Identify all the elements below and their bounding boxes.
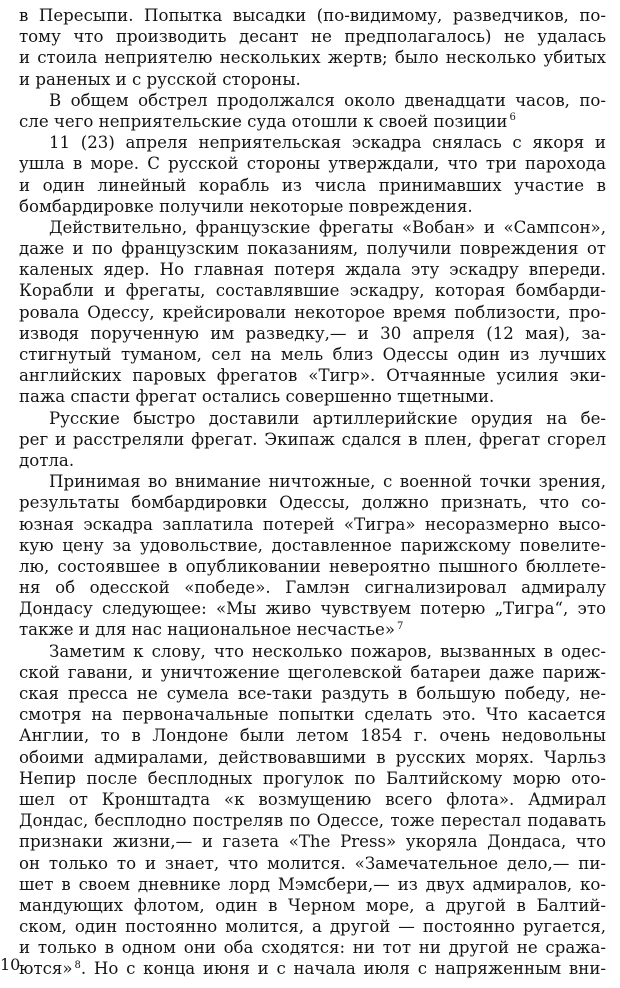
text-line: и стоила неприятелю нескольких жертв; было несколько убитых	[19, 48, 606, 68]
text-line: ском, один постоянно молится, а другой — постоянно ругается,	[19, 917, 606, 937]
text-line	[19, 958, 606, 979]
text-line: стигнутый туманом, сел на мель близ Одессы один из лучших	[19, 345, 606, 364]
text-line: Дондас, бесплодно постреляв по Одессе, тоже перестал подавать	[19, 811, 606, 831]
paragraph-6	[19, 471, 606, 641]
text-line: в Пересыпи. Попытка высадки (по-видимому, разведчиков, по-	[19, 6, 606, 25]
text-line: и один линейный корабль из числа принимавших участие в	[19, 175, 606, 195]
text-line: юзная эскадра заплатила потерей «Тигра» несоразмерно высо-	[19, 514, 606, 534]
text-line: ровала Одессу, крейсировали некоторое время поблизости, про-	[19, 302, 606, 322]
text-line-body: сле чего неприятельские суда отошли к своей позиции	[19, 111, 508, 131]
footnote-marker-6: 6	[509, 112, 516, 124]
text-line: результаты бомбардировки Одессы, должно признать, что со-	[19, 493, 606, 513]
text-line: шел от Кронштадта «к возмущению всего флота». Адмирал	[19, 789, 606, 809]
text-line-body: также и для нас национальное несчастье»	[19, 620, 396, 640]
text-line: Непир после бесплодных прогулок по Балтийскому морю ото-	[19, 768, 606, 788]
page-number: 10	[0, 955, 21, 974]
text-line: В общем обстрел продолжался около двенадцати часов, по-	[49, 90, 606, 110]
paragraph-3	[19, 132, 606, 217]
text-line: дотла.	[19, 450, 75, 470]
book-page	[19, 5, 606, 983]
paragraph-1	[19, 5, 606, 90]
footnote-marker-7: 7	[397, 620, 404, 632]
text-line: ушла в море. С русской стороны утверждали, что три парохода	[19, 154, 606, 174]
text-line: и раненых и с русской стороны.	[19, 69, 301, 89]
text-line	[19, 111, 606, 132]
text-line: обоими адмиралами, действовавшими в русских морях. Чарльз	[19, 747, 606, 767]
paragraph-4	[19, 217, 606, 408]
text-line: тому что производить десант не предполагалось) не удалась	[19, 27, 606, 47]
text-line: ской гавани, и уничтожение щеголевской батареи даже париж-	[19, 662, 606, 682]
text-line: Корабли и фрегаты, составлявшие эскадру, которая бомбарди-	[19, 281, 606, 301]
text-line	[19, 619, 606, 640]
text-line: ня об одесской «победе». Гамлэн сигнализировал адмиралу	[19, 578, 606, 598]
text-line: ская пресса не сумела все-таки раздуть в большую победу, не-	[19, 684, 606, 703]
text-line-tail: . Но с конца июня и с начала июля с напряженным вни-	[80, 959, 606, 979]
text-line: каленых ядер. Но главная потеря ждала эту эскадру впереди.	[19, 260, 606, 280]
text-line: пажа спасти фрегат остались совершенно тщетными.	[19, 387, 495, 407]
text-line: он только то и знает, что молится. «Замечательное дело,— пи-	[19, 853, 606, 873]
paragraph-5	[19, 408, 606, 472]
text-line: смотря на первоначальные попытки сделать это. Что касается	[19, 705, 606, 725]
text-line: Действительно, французские фрегаты «Вобан» и «Сампсон»,	[49, 217, 606, 237]
text-line: Принимая во внимание ничтожные, с военной точки зрения,	[49, 472, 606, 492]
text-line: лю, состоявшее в опубликовании невероятно пышного бюллете-	[19, 556, 606, 576]
text-line: даже и по французским показаниям, получили повреждения от	[19, 239, 606, 259]
paragraph-2	[19, 90, 606, 132]
text-line: бомбардировке получили некоторые повреждения.	[19, 196, 473, 216]
text-line: мандующих флотом, один в Черном море, а другой в Балтий-	[19, 895, 606, 915]
text-line: Дондасу следующее: «Мы живо чувствуем потерю „Тигра“, это	[19, 599, 606, 619]
text-line: шет в своем дневнике лорд Мэмсбери,— из двух адмиралов, ко-	[19, 874, 606, 894]
text-line: рег и расстреляли фрегат. Экипаж сдался в плен, фрегат сгорел	[19, 429, 606, 449]
text-line: Англии, то в Лондоне были летом 1854 г. очень недовольны	[19, 726, 606, 746]
text-line: 11 (23) апреля неприятельская эскадра снялась с якоря и	[49, 133, 606, 153]
paragraph-7	[19, 641, 606, 980]
text-line: изводя порученную им разведку,— и 30 апреля (12 мая), за-	[19, 323, 606, 343]
text-line: кую цену за удовольствие, доставленное парижскому повелите-	[19, 535, 606, 555]
text-line: английских паровых фрегатов «Тигр». Отчаянные усилия эки-	[19, 366, 606, 386]
text-line: признаки жизни,— и газета «The Press» укоряла Дондаса, что	[19, 832, 606, 852]
footnote-marker-8: 8	[74, 959, 81, 971]
text-line-body: ются»	[19, 959, 73, 979]
text-line: Русские быстро доставили артиллерийские орудия на бе-	[49, 408, 606, 428]
text-line: и только в одном они оба сходятся: ни тот ни другой не сража-	[19, 938, 606, 958]
text-line: Заметим к слову, что несколько пожаров, вызванных в одес-	[49, 641, 606, 661]
